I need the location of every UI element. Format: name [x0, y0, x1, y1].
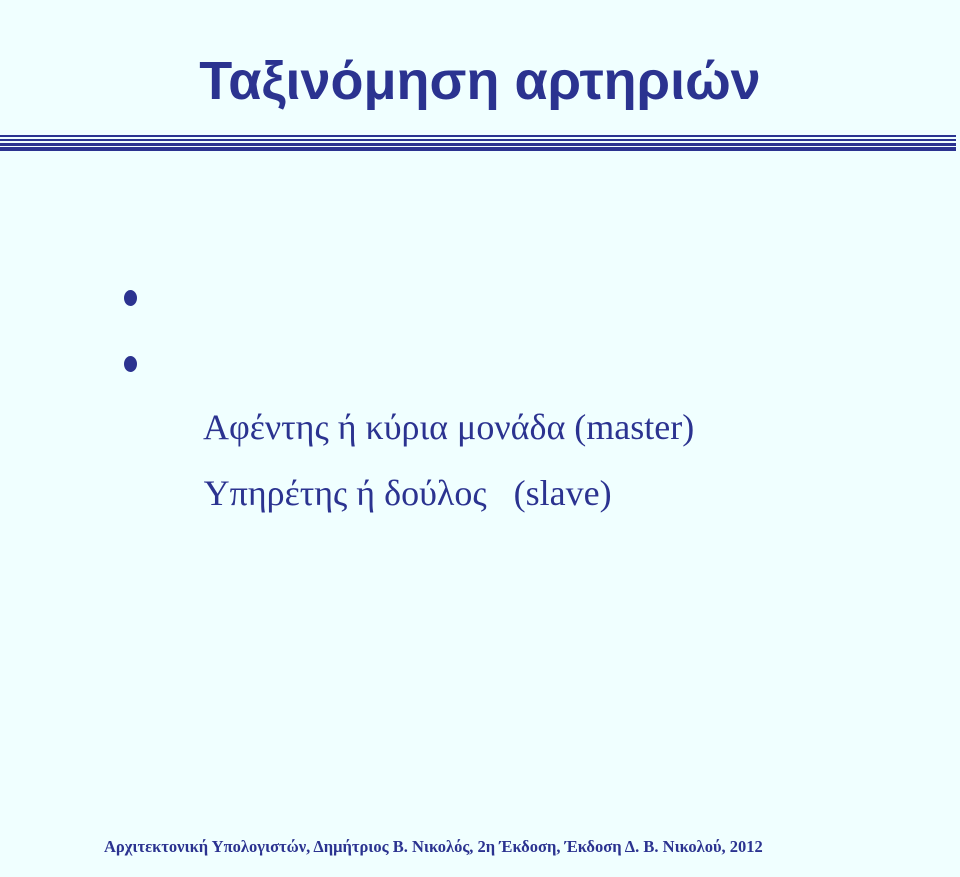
bullet-text: Αφέντης ή κύρια μονάδα (master) — [203, 407, 695, 447]
slide-footer: Αρχιτεκτονική Υπολογιστών, Δημήτριος Β. Νικολός, 2η Έκδοση, Έκδοση Δ. Β. Νικολού, 2012 — [104, 837, 763, 856]
bullet-item-master — [124, 262, 695, 447]
title-divider — [0, 135, 956, 151]
bullet-dot-icon — [124, 356, 137, 372]
bullet-text: Υπηρέτης ή δούλος (slave) — [203, 473, 612, 513]
slide-title: Ταξινόμηση αρτηριών — [199, 51, 761, 111]
bullet-list — [124, 262, 695, 513]
bullet-dot-icon — [124, 290, 137, 306]
